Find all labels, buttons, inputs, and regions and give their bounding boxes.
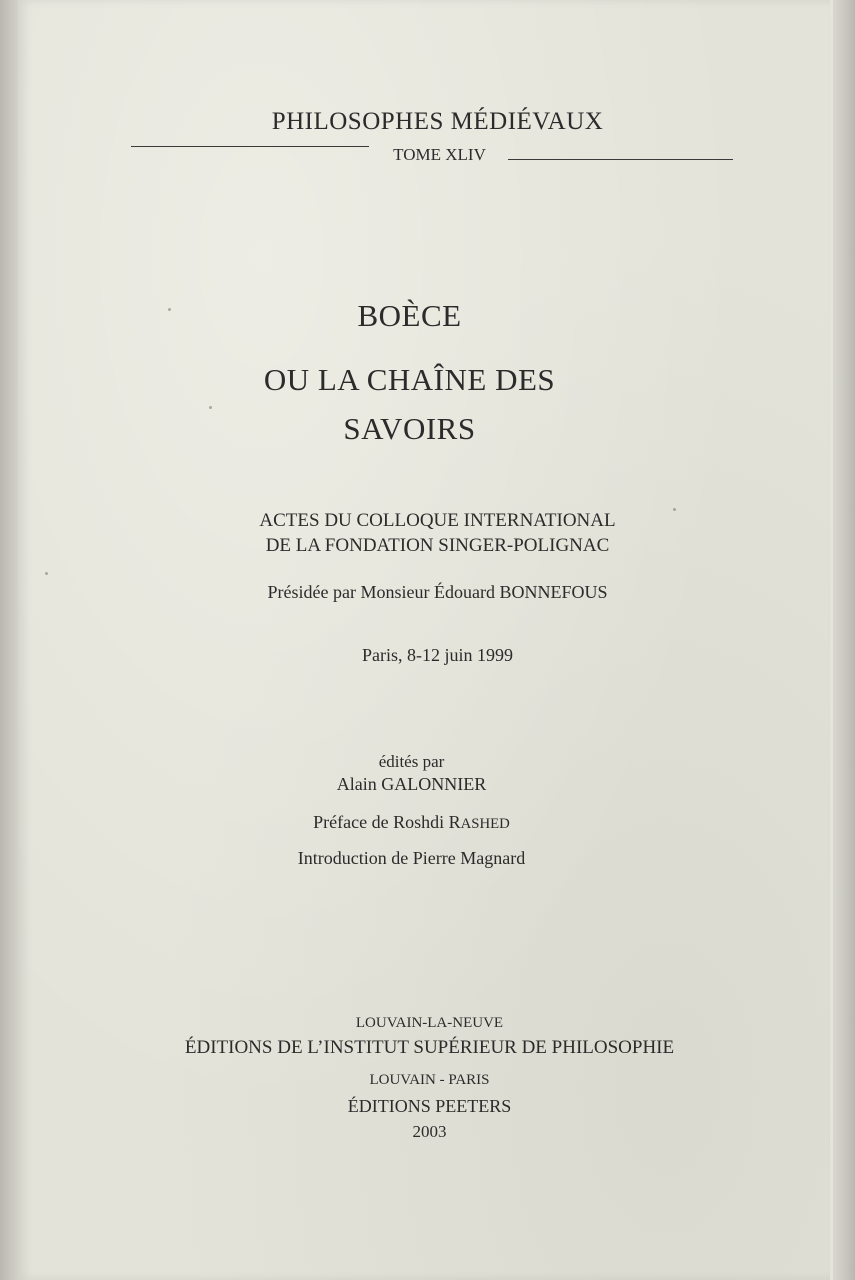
conference-place-date: Paris, 8-12 juin 1999	[362, 645, 513, 665]
presided-prefix: Présidée par Monsieur Édouard	[267, 582, 500, 602]
publication-year: 2003	[412, 1122, 447, 1141]
editor-name	[0, 774, 839, 795]
president-name: BONNEFOUS	[499, 582, 608, 602]
introduction-credit: Introduction de Pierre Magnard	[297, 848, 526, 868]
presided-by	[10, 582, 855, 603]
proceedings-line-2: DE LA FONDATION SINGER-POLIGNAC	[265, 535, 610, 556]
series-rule-right	[508, 159, 733, 160]
preface-last-rest: ASHED	[460, 816, 510, 832]
preface-credit	[0, 812, 839, 833]
editor-first-name: Alain	[336, 774, 382, 794]
publisher-city-2: LOUVAIN - PARIS	[369, 1072, 490, 1088]
book-title-line-3: SAVOIRS	[343, 411, 476, 446]
tome-number: TOME XLIV	[393, 145, 486, 164]
preface-last-initial: R	[448, 812, 461, 832]
publisher-city-1: LOUVAIN-LA-NEUVE	[355, 1015, 504, 1031]
paper-speck	[45, 572, 48, 575]
publisher-name-1: ÉDITIONS DE L’INSTITUT SUPÉRIEUR DE PHILOSOPHIE	[184, 1037, 675, 1058]
preface-prefix: Préface de Roshdi	[313, 812, 449, 832]
proceedings-line-1: ACTES DU COLLOQUE INTERNATIONAL	[259, 510, 616, 531]
publisher-name-2: ÉDITIONS PEETERS	[347, 1096, 512, 1116]
editor-last-name: GALONNIER	[381, 774, 487, 794]
paper-speck	[209, 406, 212, 409]
book-title-line-1: BOÈCE	[357, 298, 462, 333]
edited-by-label: édités par	[378, 752, 445, 771]
series-title: PHILOSOPHES MÉDIÉVAUX	[271, 108, 604, 135]
book-title-line-2: OU LA CHAÎNE DES	[263, 362, 556, 397]
